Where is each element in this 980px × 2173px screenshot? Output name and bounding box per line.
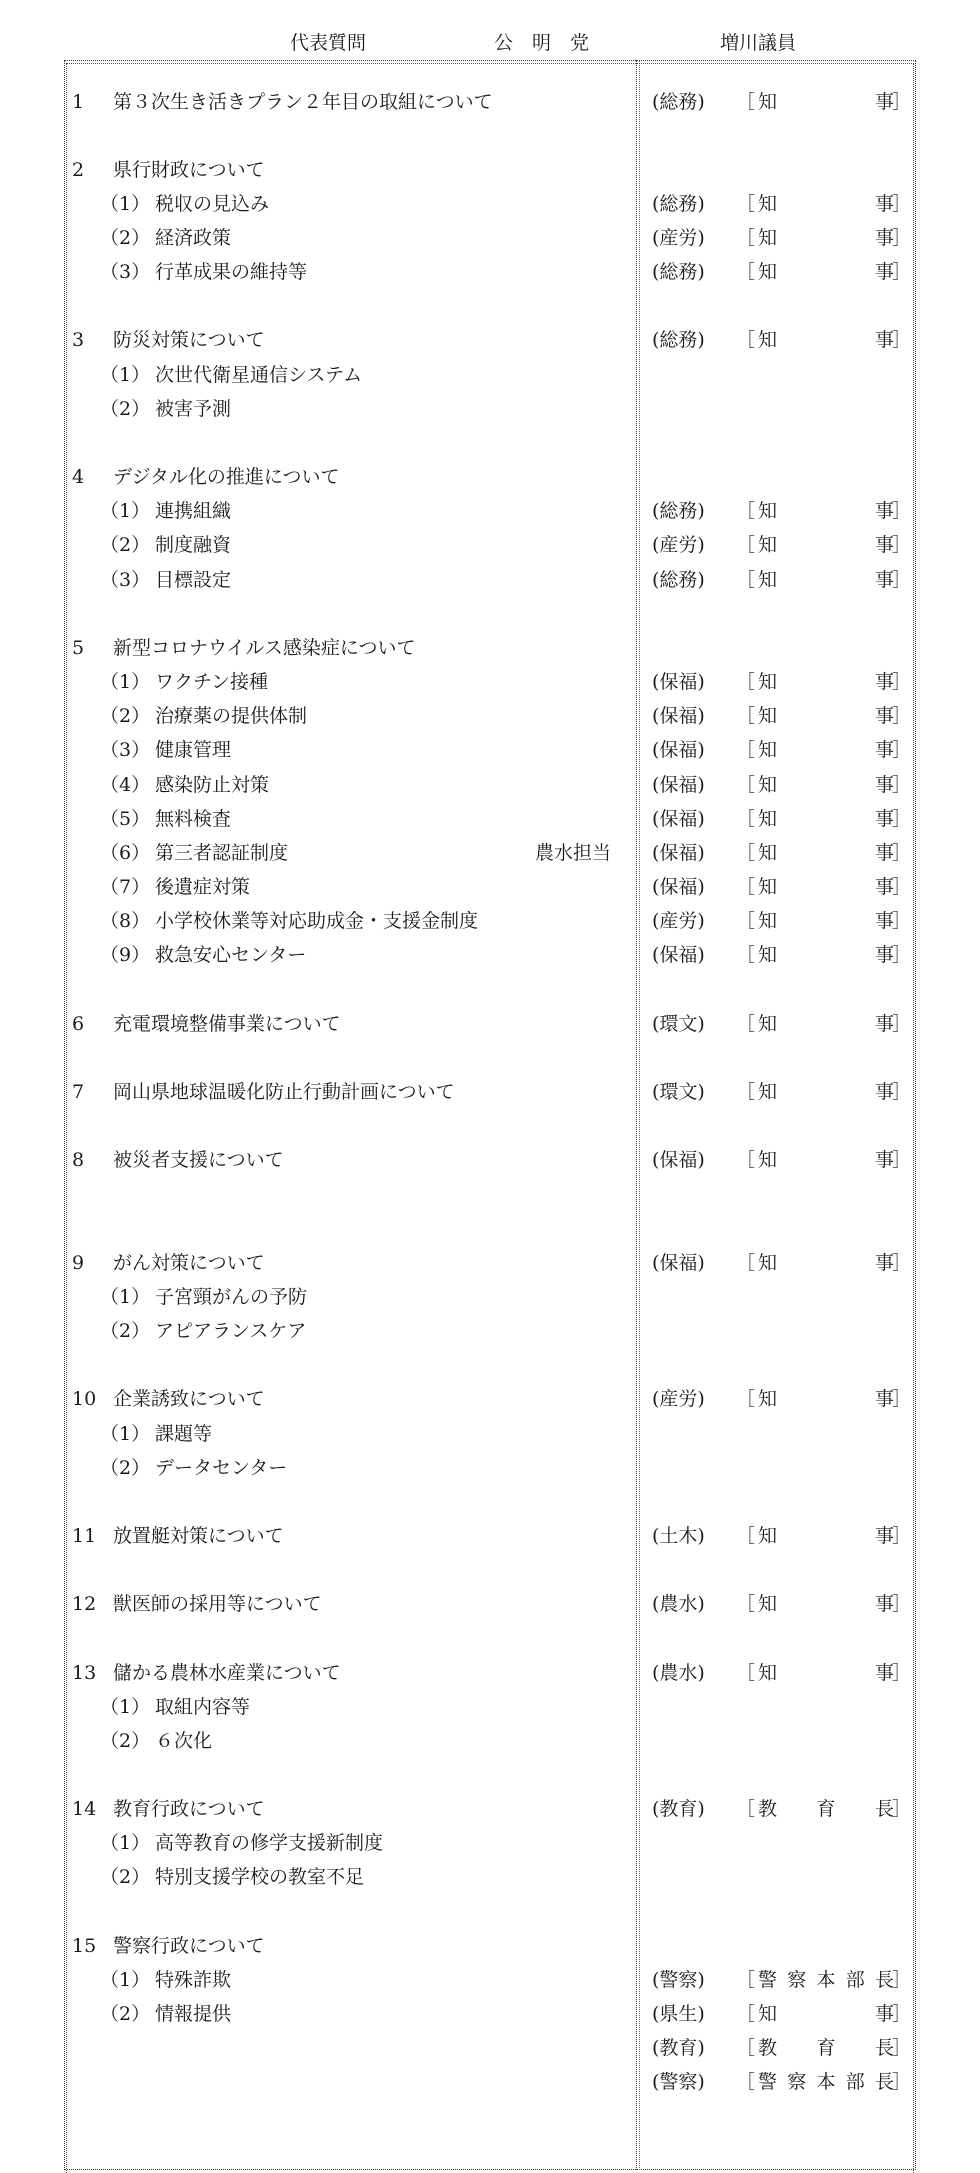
bracket-left: ［: [736, 739, 756, 761]
item-number: 13: [72, 1662, 97, 1684]
subitem-title: 経済政策: [155, 227, 232, 249]
question-row: [0, 1726, 980, 1756]
department: (保福): [652, 1252, 705, 1274]
question-row: [0, 87, 980, 117]
subitem-title: アピアランスケア: [155, 1320, 307, 1342]
subitem-number: （1）: [100, 364, 151, 386]
question-row: [0, 360, 980, 390]
bracket-right: ］: [892, 2071, 912, 2093]
bracket-right: ］: [892, 2037, 912, 2059]
respondent: 知事: [758, 876, 894, 898]
subitem-title: 救急安心センター: [155, 944, 307, 966]
subitem-title: 目標設定: [155, 569, 232, 591]
subitem-number: （3）: [100, 739, 151, 761]
subitem-number: （2）: [100, 1457, 151, 1479]
subitem-title: 高等教育の修学支援新制度: [155, 1832, 384, 1854]
item-number: 4: [72, 466, 85, 488]
question-row: [0, 394, 980, 424]
subitem-title: 特別支援学校の教室不足: [155, 1866, 365, 1888]
bracket-left: ［: [736, 91, 756, 113]
bracket-right: ］: [892, 534, 912, 556]
item-number: 12: [72, 1593, 97, 1615]
respondent: 知事: [758, 842, 894, 864]
department: (保福): [652, 808, 705, 830]
bracket-right: ］: [892, 876, 912, 898]
subitem-title: 課題等: [155, 1423, 213, 1445]
item-title: デジタル化の推進について: [113, 466, 340, 488]
subitem-number: （1）: [100, 1286, 151, 1308]
respondent: 知事: [758, 1252, 894, 1274]
subitem-title: 行革成果の維持等: [155, 261, 308, 283]
question-row: [0, 838, 980, 868]
subitem-number: （8）: [100, 910, 151, 932]
question-row: [0, 155, 980, 185]
question-row: [0, 565, 980, 595]
item-number: 7: [72, 1081, 85, 1103]
question-row: [0, 804, 980, 834]
question-row: [0, 325, 980, 355]
item-title: 新型コロナウイルス感染症について: [113, 637, 416, 659]
subitem-title: 治療薬の提供体制: [155, 705, 308, 727]
subitem-number: （3）: [100, 261, 151, 283]
question-row: [0, 1145, 980, 1175]
subitem-number: （2）: [100, 2003, 151, 2025]
question-row: [0, 462, 980, 492]
bracket-left: ［: [736, 944, 756, 966]
department: (保福): [652, 671, 705, 693]
bracket-right: ］: [892, 1388, 912, 1410]
subitem-title: 情報提供: [155, 2003, 232, 2025]
bracket-left: ［: [736, 1593, 756, 1615]
respondent: 知事: [758, 227, 894, 249]
bracket-left: ［: [736, 1798, 756, 1820]
respondent: 教育長: [758, 2037, 894, 2059]
question-row: [0, 940, 980, 970]
department: (農水): [652, 1662, 705, 1684]
question-row: [0, 1453, 980, 1483]
question-row: [0, 1589, 980, 1619]
subitem-number: （2）: [100, 1730, 151, 1752]
question-row: [0, 2067, 980, 2097]
bracket-left: ［: [736, 534, 756, 556]
subitem-number: （3）: [100, 569, 151, 591]
respondent: 知事: [758, 739, 894, 761]
item-title: 第３次生き活きプラン２年目の取組について: [113, 91, 493, 113]
subitem-number: （1）: [100, 1832, 151, 1854]
party-name: 公 明 党: [494, 32, 590, 54]
bracket-left: ［: [736, 774, 756, 796]
subitem-title: 連携組織: [155, 500, 232, 522]
item-number: 9: [72, 1252, 85, 1274]
bracket-right: ］: [892, 227, 912, 249]
question-row: [0, 906, 980, 936]
question-row: [0, 1862, 980, 1892]
department: (総務): [652, 500, 705, 522]
respondent: 知事: [758, 534, 894, 556]
question-row: [0, 1009, 980, 1039]
bracket-left: ［: [736, 193, 756, 215]
question-row: [0, 1077, 980, 1107]
subitem-title: 子宮頸がんの予防: [155, 1286, 308, 1308]
bracket-left: ［: [736, 329, 756, 351]
bracket-left: ［: [736, 2037, 756, 2059]
bracket-right: ］: [892, 774, 912, 796]
bracket-right: ］: [892, 842, 912, 864]
subitem-number: （2）: [100, 534, 151, 556]
question-row: [0, 1931, 980, 1961]
subitem-number: （1）: [100, 671, 151, 693]
bracket-left: ［: [736, 261, 756, 283]
subitem-number: （1）: [100, 1423, 151, 1445]
subitem-title: 被害予測: [155, 398, 232, 420]
question-row: [0, 223, 980, 253]
question-row: [0, 189, 980, 219]
bracket-left: ［: [736, 876, 756, 898]
respondent: 知事: [758, 705, 894, 727]
question-row: [0, 735, 980, 765]
respondent: 知事: [758, 91, 894, 113]
subitem-title: ワクチン接種: [155, 671, 269, 693]
subitem-number: （1）: [100, 193, 151, 215]
bracket-right: ］: [892, 1013, 912, 1035]
question-row: [0, 1658, 980, 1688]
bracket-left: ［: [736, 1525, 756, 1547]
bracket-right: ］: [892, 1969, 912, 1991]
bracket-left: ［: [736, 227, 756, 249]
bracket-right: ］: [892, 500, 912, 522]
item-number: 6: [72, 1013, 85, 1035]
department: (県生): [652, 2003, 705, 2025]
subitem-number: （1）: [100, 1969, 151, 1991]
item-number: 10: [72, 1388, 97, 1410]
department: (総務): [652, 91, 705, 113]
respondent: 警察本部長: [758, 1969, 894, 1991]
respondent: 知事: [758, 671, 894, 693]
subitem-title: ６次化: [155, 1730, 213, 1752]
respondent: 知事: [758, 910, 894, 932]
bracket-right: ］: [892, 1081, 912, 1103]
subitem-title: 制度融資: [155, 534, 232, 556]
bracket-right: ］: [892, 1525, 912, 1547]
subitem-number: （7）: [100, 876, 151, 898]
subitem-number: （5）: [100, 808, 151, 830]
question-row: [0, 1692, 980, 1722]
subitem-title: 無料検査: [155, 808, 232, 830]
department: (農水): [652, 1593, 705, 1615]
question-row: [0, 1999, 980, 2029]
subitem-title: 後遺症対策: [155, 876, 251, 898]
bracket-left: ［: [736, 808, 756, 830]
department: (保福): [652, 774, 705, 796]
bracket-left: ［: [736, 2003, 756, 2025]
member-name: 増川議員: [720, 32, 797, 54]
bracket-left: ［: [736, 1149, 756, 1171]
subitem-title: 特殊詐欺: [155, 1969, 232, 1991]
item-number: 3: [72, 329, 85, 351]
subitem-title: 小学校休業等対応助成金・支援金制度: [155, 910, 479, 932]
question-row: [0, 872, 980, 902]
bracket-left: ［: [736, 705, 756, 727]
bracket-right: ］: [892, 808, 912, 830]
subitem-title: 取組内容等: [155, 1696, 251, 1718]
bracket-right: ］: [892, 1798, 912, 1820]
item-note: 農水担当: [535, 842, 612, 864]
bracket-left: ［: [736, 500, 756, 522]
bracket-right: ］: [892, 1252, 912, 1274]
department: (教育): [652, 2037, 705, 2059]
question-row: [0, 530, 980, 560]
question-row: [0, 701, 980, 731]
bracket-right: ］: [892, 261, 912, 283]
question-row: [0, 2033, 980, 2063]
bracket-right: ］: [892, 705, 912, 727]
bracket-right: ］: [892, 944, 912, 966]
respondent: 知事: [758, 944, 894, 966]
department: (教育): [652, 1798, 705, 1820]
subitem-title: 税収の見込み: [155, 193, 270, 215]
bracket-left: ［: [736, 1013, 756, 1035]
department: (保福): [652, 739, 705, 761]
bracket-right: ］: [892, 91, 912, 113]
department: (産労): [652, 534, 705, 556]
respondent: 知事: [758, 1662, 894, 1684]
subitem-number: （1）: [100, 1696, 151, 1718]
question-row: [0, 1316, 980, 1346]
subitem-title: 第三者認証制度: [155, 842, 289, 864]
question-row: [0, 633, 980, 663]
respondent: 知事: [758, 193, 894, 215]
item-number: 1: [72, 91, 85, 113]
respondent: 知事: [758, 500, 894, 522]
bracket-left: ［: [736, 842, 756, 864]
bracket-right: ］: [892, 739, 912, 761]
bracket-right: ］: [892, 569, 912, 591]
subitem-title: 次世代衛星通信システム: [155, 364, 363, 386]
respondent: 知事: [758, 1013, 894, 1035]
subitem-title: 感染防止対策: [155, 774, 270, 796]
item-title: 教育行政について: [113, 1798, 265, 1820]
respondent: 知事: [758, 569, 894, 591]
department: (保福): [652, 944, 705, 966]
subitem-number: （2）: [100, 398, 151, 420]
item-number: 14: [72, 1798, 97, 1820]
respondent: 知事: [758, 1388, 894, 1410]
item-number: 8: [72, 1149, 85, 1171]
question-row: [0, 667, 980, 697]
subitem-number: （4）: [100, 774, 151, 796]
question-row: [0, 1419, 980, 1449]
department: (保福): [652, 842, 705, 864]
respondent: 警察本部長: [758, 2071, 894, 2093]
item-number: 11: [72, 1525, 97, 1547]
question-row: [0, 1384, 980, 1414]
bracket-left: ［: [736, 2071, 756, 2093]
item-title: がん対策について: [113, 1252, 265, 1274]
question-type: 代表質問: [290, 32, 367, 54]
department: (産労): [652, 1388, 705, 1410]
subitem-title: 健康管理: [155, 739, 232, 761]
item-title: 充電環境整備事業について: [113, 1013, 341, 1035]
item-title: 岡山県地球温暖化防止行動計画について: [113, 1081, 455, 1103]
department: (総務): [652, 193, 705, 215]
subitem-title: データセンター: [155, 1457, 288, 1479]
respondent: 知事: [758, 774, 894, 796]
bracket-right: ］: [892, 329, 912, 351]
bracket-right: ］: [892, 1593, 912, 1615]
question-row: [0, 1282, 980, 1312]
bracket-left: ［: [736, 1081, 756, 1103]
question-row: [0, 1828, 980, 1858]
bracket-left: ［: [736, 671, 756, 693]
subitem-number: （9）: [100, 944, 151, 966]
respondent: 知事: [758, 329, 894, 351]
department: (保福): [652, 1149, 705, 1171]
department: (総務): [652, 329, 705, 351]
department: (土木): [652, 1525, 705, 1547]
department: (保福): [652, 876, 705, 898]
bracket-left: ［: [736, 1969, 756, 1991]
bracket-right: ］: [892, 1662, 912, 1684]
department: (警察): [652, 2071, 705, 2093]
respondent: 知事: [758, 2003, 894, 2025]
department: (産労): [652, 227, 705, 249]
department: (総務): [652, 569, 705, 591]
question-row: [0, 1248, 980, 1278]
item-title: 県行財政について: [113, 159, 265, 181]
subitem-number: （2）: [100, 1866, 151, 1888]
respondent: 知事: [758, 261, 894, 283]
department: (総務): [652, 261, 705, 283]
bracket-right: ］: [892, 1149, 912, 1171]
subitem-number: （2）: [100, 1320, 151, 1342]
bracket-right: ］: [892, 671, 912, 693]
subitem-number: （2）: [100, 227, 151, 249]
bracket-left: ［: [736, 1388, 756, 1410]
question-row: [0, 770, 980, 800]
question-row: [0, 1965, 980, 1995]
respondent: 知事: [758, 1081, 894, 1103]
department: (保福): [652, 705, 705, 727]
department: (環文): [652, 1081, 705, 1103]
respondent: 教育長: [758, 1798, 894, 1820]
question-row: [0, 1521, 980, 1551]
respondent: 知事: [758, 1593, 894, 1615]
subitem-number: （2）: [100, 705, 151, 727]
respondent: 知事: [758, 1525, 894, 1547]
bracket-left: ［: [736, 1662, 756, 1684]
item-title: 被災者支援について: [113, 1149, 284, 1171]
department: (産労): [652, 910, 705, 932]
department: (警察): [652, 1969, 705, 1991]
item-title: 獣医師の採用等について: [113, 1593, 322, 1615]
question-row: [0, 1794, 980, 1824]
bracket-right: ］: [892, 2003, 912, 2025]
bracket-left: ［: [736, 910, 756, 932]
item-title: 警察行政について: [113, 1935, 265, 1957]
item-number: 2: [72, 159, 85, 181]
item-number: 5: [72, 637, 85, 659]
item-number: 15: [72, 1935, 97, 1957]
question-row: [0, 257, 980, 287]
bracket-left: ［: [736, 1252, 756, 1274]
item-title: 儲かる農林水産業について: [113, 1662, 341, 1684]
respondent: 知事: [758, 1149, 894, 1171]
item-title: 防災対策について: [113, 329, 265, 351]
subitem-number: （1）: [100, 500, 151, 522]
item-title: 企業誘致について: [113, 1388, 265, 1410]
subitem-number: （6）: [100, 842, 151, 864]
department: (環文): [652, 1013, 705, 1035]
bracket-right: ］: [892, 910, 912, 932]
respondent: 知事: [758, 808, 894, 830]
bracket-right: ］: [892, 193, 912, 215]
bracket-left: ［: [736, 569, 756, 591]
question-row: [0, 496, 980, 526]
item-title: 放置艇対策について: [113, 1525, 284, 1547]
